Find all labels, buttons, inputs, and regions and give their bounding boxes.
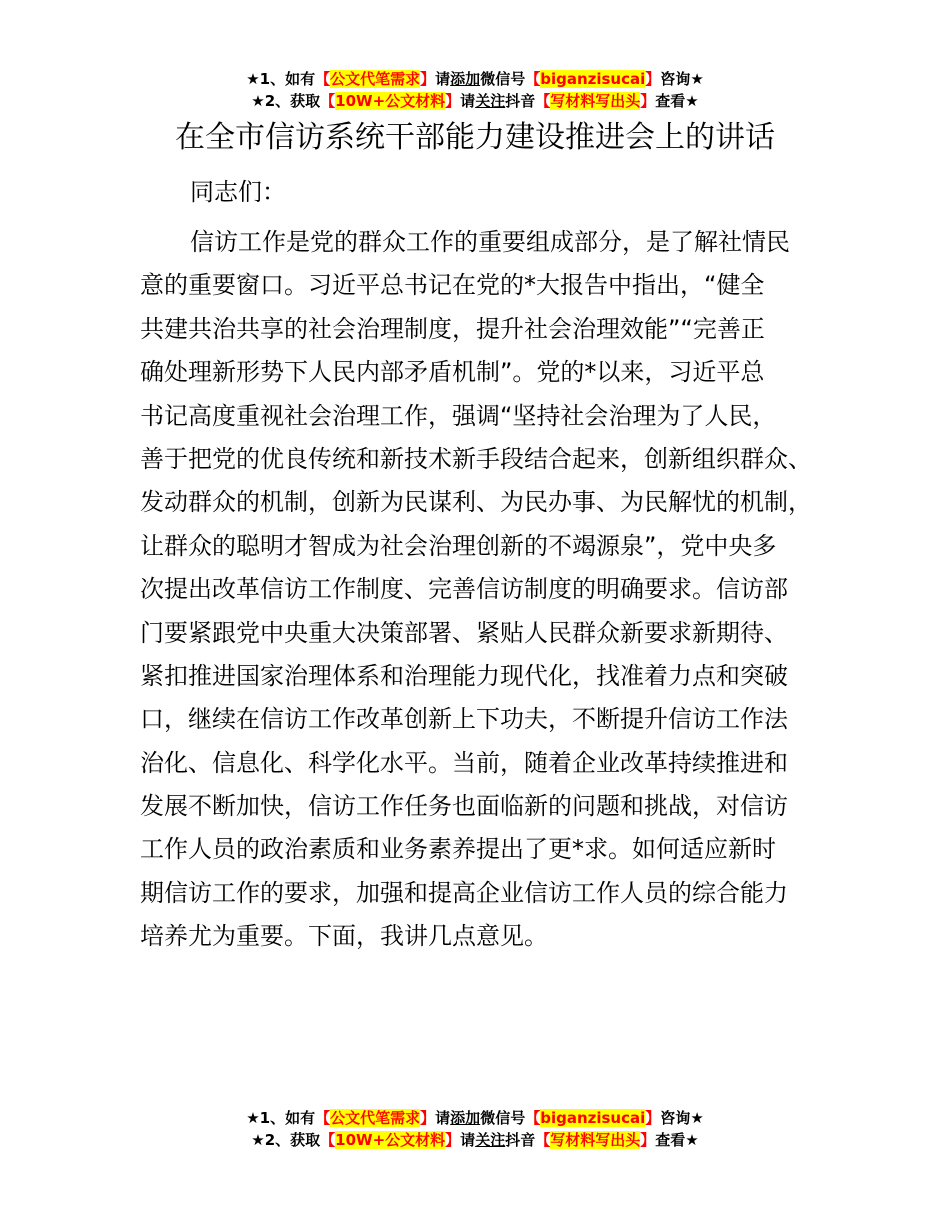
highlight-wechat-id: biganzisucai — [540, 70, 646, 88]
paragraph-line: 治化、信息化、科学化水平。当前，随着企业改革持续推进和 — [140, 748, 788, 777]
banner-text: 2、获取 — [264, 1131, 321, 1149]
paragraph-line: 共建共治共享的社会治理制度，提升社会治理效能”“完善正 — [140, 314, 765, 343]
bracket-open: 【 — [525, 1109, 541, 1127]
bracket-open: 【 — [315, 70, 331, 88]
highlight-materials: 10W+公文材料 — [335, 1131, 446, 1149]
banner-text: 请 — [460, 92, 476, 110]
highlight-douyin-account: 写材料写出头 — [550, 92, 641, 110]
star-icon: ★ — [690, 70, 704, 88]
banner-text: 微信号 — [480, 1109, 526, 1127]
document-title: 在全市信访系统干部能力建设推进会上的讲话 — [175, 120, 775, 155]
paragraph-line: 门要紧跟党中央重大决策部署、紧贴人民群众新要求新期待、 — [140, 618, 788, 647]
underlined-add: 添加 — [450, 1109, 481, 1127]
bracket-close: 】 — [420, 1109, 436, 1127]
bracket-close: 】 — [645, 70, 661, 88]
bracket-close: 】 — [445, 1131, 461, 1149]
bracket-close: 】 — [420, 70, 436, 88]
bracket-open: 【 — [535, 1131, 551, 1149]
star-icon: ★ — [246, 1109, 260, 1127]
bracket-open: 【 — [315, 1109, 331, 1127]
banner-text: 咨询 — [660, 70, 691, 88]
highlight-ghostwriting: 公文代笔需求 — [330, 70, 421, 88]
star-icon: ★ — [685, 92, 699, 110]
banner-text: 查看 — [655, 1131, 686, 1149]
banner-line-2 — [0, 1129, 950, 1151]
underlined-follow: 关注 — [475, 1131, 506, 1149]
paragraph-line: 意的重要窗口。习近平总书记在党的*大报告中指出，“健全 — [140, 271, 765, 300]
banner-text: 抖音 — [505, 92, 536, 110]
highlight-materials: 10W+公文材料 — [335, 92, 446, 110]
body-paragraph — [140, 221, 812, 959]
bracket-open: 【 — [525, 70, 541, 88]
banner-text: 请 — [435, 1109, 451, 1127]
bracket-open: 【 — [320, 92, 336, 110]
bracket-open: 【 — [535, 92, 551, 110]
banner-text: 2、获取 — [264, 92, 321, 110]
footer-banner — [0, 1107, 950, 1151]
banner-text: 1、如有 — [259, 70, 316, 88]
salutation: 同志们： — [190, 178, 286, 206]
banner-text: 微信号 — [480, 70, 526, 88]
paragraph-line: 确处理新形势下人民内部矛盾机制”。党的*以来，习近平总 — [140, 358, 765, 387]
paragraph-line: 次提出改革信访工作制度、完善信访制度的明确要求。信访部 — [140, 575, 788, 604]
underlined-add: 添加 — [450, 70, 481, 88]
underlined-follow: 关注 — [475, 92, 506, 110]
paragraph-line: 书记高度重视社会治理工作，强调“坚持社会治理为了人民， — [140, 401, 777, 430]
highlight-wechat-id: biganzisucai — [540, 1109, 646, 1127]
star-icon: ★ — [246, 70, 260, 88]
star-icon: ★ — [251, 92, 265, 110]
bracket-open: 【 — [320, 1131, 336, 1149]
bracket-close: 】 — [645, 1109, 661, 1127]
paragraph-line: 发展不断加快，信访工作任务也面临新的问题和挑战，对信访 — [140, 792, 788, 821]
star-icon: ★ — [251, 1131, 265, 1149]
bracket-close: 】 — [640, 92, 656, 110]
bracket-close: 】 — [445, 92, 461, 110]
paragraph-line: 善于把党的优良传统和新技术新手段结合起来，创新组织群众、 — [140, 444, 812, 473]
paragraph-line: 期信访工作的要求，加强和提高企业信访工作人员的综合能力 — [140, 878, 788, 907]
banner-line-1 — [0, 68, 950, 90]
banner-text: 咨询 — [660, 1109, 691, 1127]
paragraph-line: 培养尤为重要。下面，我讲几点意见。 — [140, 922, 548, 951]
banner-line-1 — [0, 1107, 950, 1129]
paragraph-line: 发动群众的机制，创新为民谋利、为民办事、为民解忧的机制， — [140, 488, 812, 517]
header-banner — [0, 68, 950, 112]
banner-text: 请 — [435, 70, 451, 88]
banner-text: 1、如有 — [259, 1109, 316, 1127]
highlight-ghostwriting: 公文代笔需求 — [330, 1109, 421, 1127]
paragraph-line: 口，继续在信访工作改革创新上下功夫，不断提升信访工作法 — [140, 705, 788, 734]
bracket-close: 】 — [640, 1131, 656, 1149]
banner-text: 请 — [460, 1131, 476, 1149]
paragraph-line: 信访工作是党的群众工作的重要组成部分，是了解社情民 — [190, 228, 790, 256]
banner-text: 查看 — [655, 92, 686, 110]
paragraph-line: 紧扣推进国家治理体系和治理能力现代化，找准着力点和突破 — [140, 661, 788, 690]
paragraph-line: 工作人员的政治素质和业务素养提出了更*求。如何适应新时 — [140, 835, 776, 864]
highlight-douyin-account: 写材料写出头 — [550, 1131, 641, 1149]
banner-text: 抖音 — [505, 1131, 536, 1149]
banner-line-2 — [0, 90, 950, 112]
star-icon: ★ — [685, 1131, 699, 1149]
star-icon: ★ — [690, 1109, 704, 1127]
paragraph-line: 让群众的聪明才智成为社会治理创新的不竭源泉”，党中央多 — [140, 531, 777, 560]
